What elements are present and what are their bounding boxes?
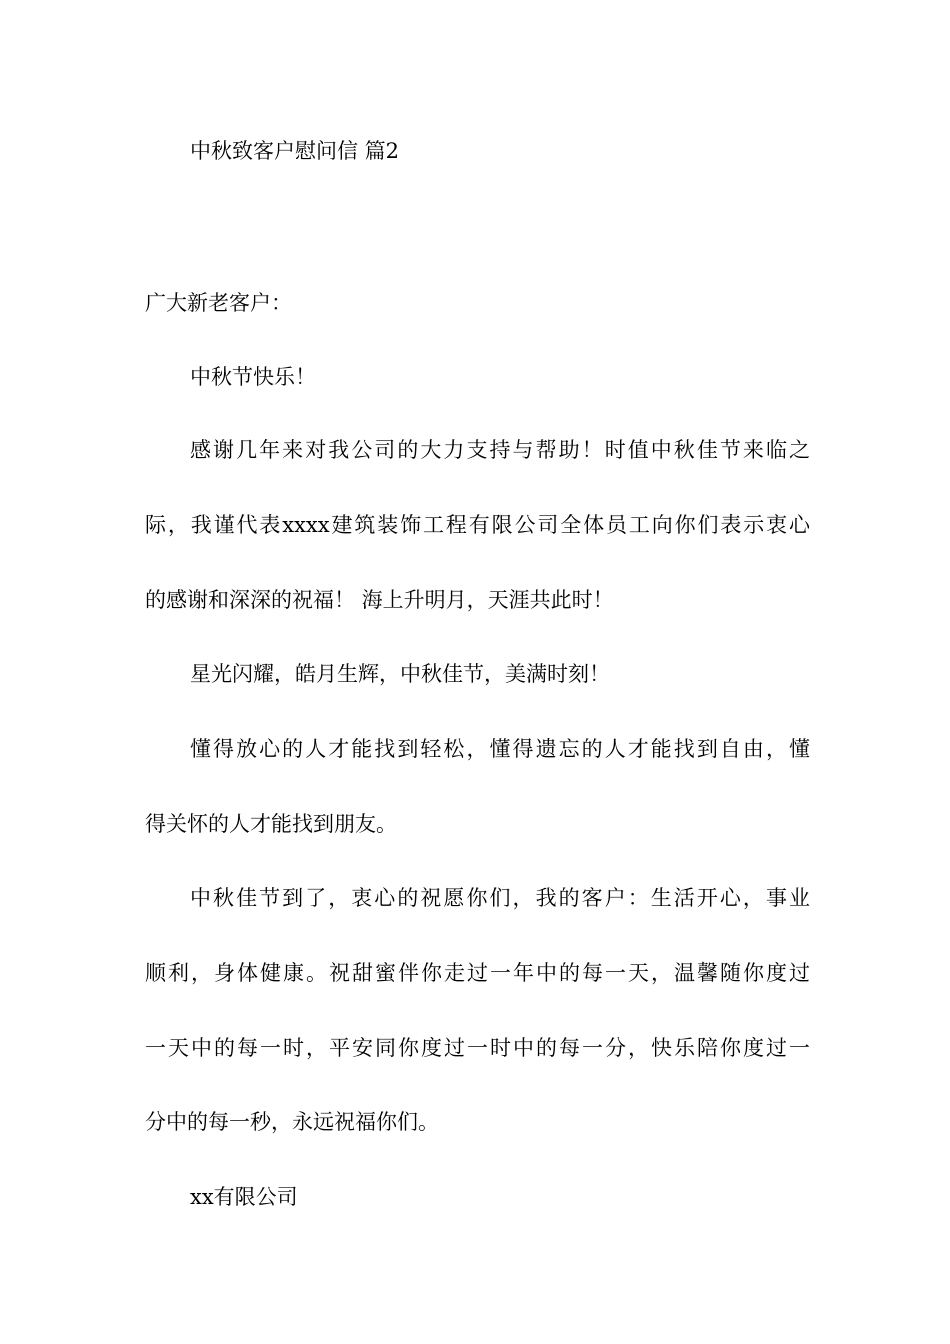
paragraph-line: 懂得放心的人才能找到轻松，懂得遗忘的人才能找到自由，懂	[190, 737, 810, 761]
paragraph-line: 分中的每一秒，永远祝福你们。	[145, 1110, 439, 1134]
paragraph-line: 感谢几年来对我公司的大力支持与帮助！时值中秋佳节来临之	[190, 438, 810, 462]
paragraph-line: 星光闪耀，皓月生辉，中秋佳节，美满时刻！	[190, 662, 610, 686]
greeting: 中秋节快乐！	[190, 365, 316, 389]
document-title: 中秋致客户慰问信 篇2	[190, 139, 400, 163]
paragraph-line: 得关怀的人才能找到朋友。	[145, 812, 397, 836]
paragraph-line: 的感谢和深深的祝福！ 海上升明月，天涯共此时！	[145, 588, 614, 612]
signature: xx有限公司	[190, 1185, 298, 1209]
paragraph-line: 顺利，身体健康。祝甜蜜伴你走过一年中的每一天，温馨随你度过	[145, 961, 810, 985]
paragraph-line: 中秋佳节到了，衷心的祝愿你们，我的客户：生活开心，事业	[190, 886, 810, 910]
paragraph-line: 一天中的每一时，平安同你度过一时中的每一分，快乐陪你度过一	[145, 1036, 810, 1060]
salutation: 广大新老客户：	[145, 291, 292, 315]
paragraph-line: 际，我谨代表xxxx建筑装饰工程有限公司全体员工向你们表示衷心	[145, 513, 810, 537]
